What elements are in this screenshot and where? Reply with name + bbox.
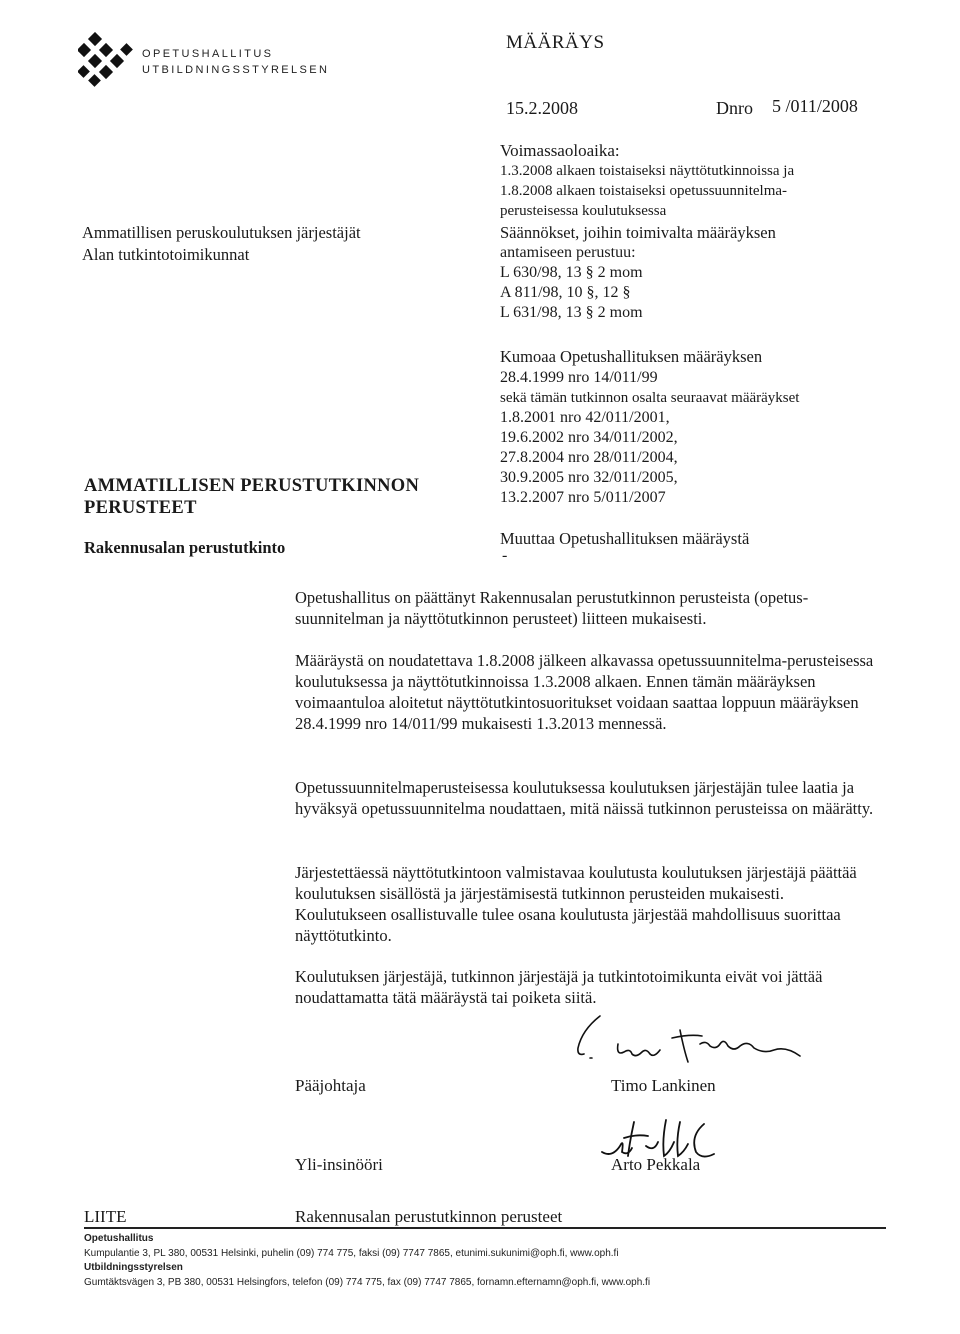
validity-label: Voimassaoloaika: (500, 141, 620, 160)
revokes-item: 30.9.2005 nro 32/011/2005, (500, 469, 678, 486)
dnro-label: Dnro (716, 98, 753, 118)
subject-title: PERUSTEET (84, 498, 197, 518)
subject-title: AMMATILLISEN PERUSTUTKINNON (84, 476, 420, 496)
validity-line: perusteisessa koulutuksessa (500, 203, 667, 219)
legal-basis-item: L 630/98, 13 § 2 mom (500, 264, 643, 281)
revokes-main: 28.4.1999 nro 14/011/99 (500, 369, 658, 386)
organization-name (142, 46, 329, 78)
attachment-title: Rakennusalan perustutkinnon perusteet (295, 1207, 563, 1226)
revokes-item: 27.8.2004 nro 28/011/2004, (500, 449, 678, 466)
recipients (82, 222, 361, 266)
footer-org-sv: Utbildningsstyrelsen (84, 1262, 183, 1273)
paragraph-text: Koulutuksen järjestäjä, tutkinnon järjestäjä ja tutkintotoimikunta eivät voi jättää noudattamatta tätä määräystä tai poiketa siitä. (295, 967, 823, 1007)
body-paragraph (295, 777, 875, 819)
validity-line: 1.3.2008 alkaen toistaiseksi näyttötutkinnoissa ja (500, 163, 795, 179)
legal-basis-line: Säännökset, joihin toimivalta määräyksen (500, 223, 776, 242)
subject-block (84, 475, 419, 559)
footer-divider (84, 1227, 886, 1229)
org-name-sv: UTBILDNINGSSTYRELSEN (142, 64, 330, 76)
legal-basis-item: L 631/98, 13 § 2 mom (500, 304, 643, 321)
revokes-section (500, 346, 920, 508)
revokes-item: 19.6.2002 nro 34/011/2002, (500, 429, 678, 446)
body-paragraph (295, 587, 875, 629)
legal-basis-line: antamiseen perustuu: (500, 244, 636, 261)
amends-value: - (502, 547, 508, 564)
paragraph-text: Määräystä on noudatettava 1.8.2008 jälkeen alkavassa opetussuunnitelma-perusteisessa koulutuksessa ja näyttötutkinnoissa 1.3.2008 alkaen. Ennen tämän määräyksen voimaantuloa aloitetut näyttötutkintosuoritukset voidaan saattaa loppuun määräyksen 28.4.1999 nro 14/011/99 mukaisesti 1.3.2013 mennessä. (295, 651, 874, 733)
revokes-label: Kumoaa Opetushallituksen määräyksen (500, 347, 763, 366)
footer-address-sv: Gumtäktsvägen 3, PB 380, 00531 Helsingfors, telefon (09) 774 775, fax (09) 7747 7865, fornamn.efternamn@oph.fi, www.oph.fi (84, 1276, 651, 1288)
document-type: MÄÄRÄYS (506, 32, 605, 53)
recipient-line: Ammatillisen peruskoulutuksen järjestäjät (82, 223, 361, 242)
body-paragraph (295, 862, 875, 946)
recipient-line: Alan tutkintotoimikunnat (82, 245, 250, 264)
footer-address-fi: Kumpulantie 3, PL 380, 00531 Helsinki, puhelin (09) 774 775, faksi (09) 7747 7865, etunimi.sukunimi@oph.fi, www.oph.fi (84, 1247, 619, 1259)
subject-subtitle: Rakennusalan perustutkinto (84, 538, 286, 557)
organization-logo-icon (78, 32, 134, 88)
signer-title: Yli-insinööri (295, 1155, 383, 1174)
paragraph-text: Opetussuunnitelmaperusteisessa koulutuksessa koulutuksen järjestäjän tulee laatia ja hyväksyä opetussuunnitelma noudattaen, mitä näissä tutkinnon perusteissa on määrätty. (295, 778, 874, 818)
body-paragraph (295, 650, 875, 734)
signer-name: Arto Pekkala (611, 1155, 701, 1174)
paragraph-text: Opetushallitus on päättänyt Rakennusalan perustutkinnon perusteista (opetus-suunnitelman ja näyttötutkinnon perusteet) liitteen mukaisesti. (295, 588, 809, 628)
attachment-label: LIITE (84, 1207, 127, 1226)
paragraph-text: Järjestettäessä näyttötutkintoon valmistavaa koulutusta koulutuksen järjestäjä päättää koulutuksen sisällöstä ja järjestämisestä tutkinnon perusteiden mukaisesti. Koulutukseen osallistuvalle tulee osana koulutusta järjestää mahdollisuus suorittaa näyttötutkinto. (295, 863, 857, 945)
org-name-fi: OPETUSHALLITUS (142, 48, 274, 60)
revokes-item: 13.2.2007 nro 5/011/2007 (500, 489, 666, 506)
signature-icon (560, 1010, 820, 1072)
dnro-value: 5 /011/2008 (772, 96, 858, 116)
signer-title: Pääjohtaja (295, 1076, 366, 1095)
signer-name: Timo Lankinen (611, 1076, 716, 1095)
validity-section (500, 141, 920, 221)
legal-basis-item: A 811/98, 10 §, 12 § (500, 284, 631, 301)
footer-org-fi: Opetushallitus (84, 1233, 154, 1244)
footer (84, 1232, 650, 1290)
document-date: 15.2.2008 (506, 98, 578, 118)
revokes-item: 1.8.2001 nro 42/011/2001, (500, 409, 670, 426)
revokes-note: sekä tämän tutkinnon osalta seuraavat määräykset (500, 390, 800, 406)
body-paragraph (295, 966, 875, 1008)
validity-line: 1.8.2008 alkaen toistaiseksi opetussuunnitelma- (500, 183, 788, 199)
legal-basis-section (500, 223, 920, 323)
amends-label: Muuttaa Opetushallituksen määräystä (500, 529, 750, 548)
